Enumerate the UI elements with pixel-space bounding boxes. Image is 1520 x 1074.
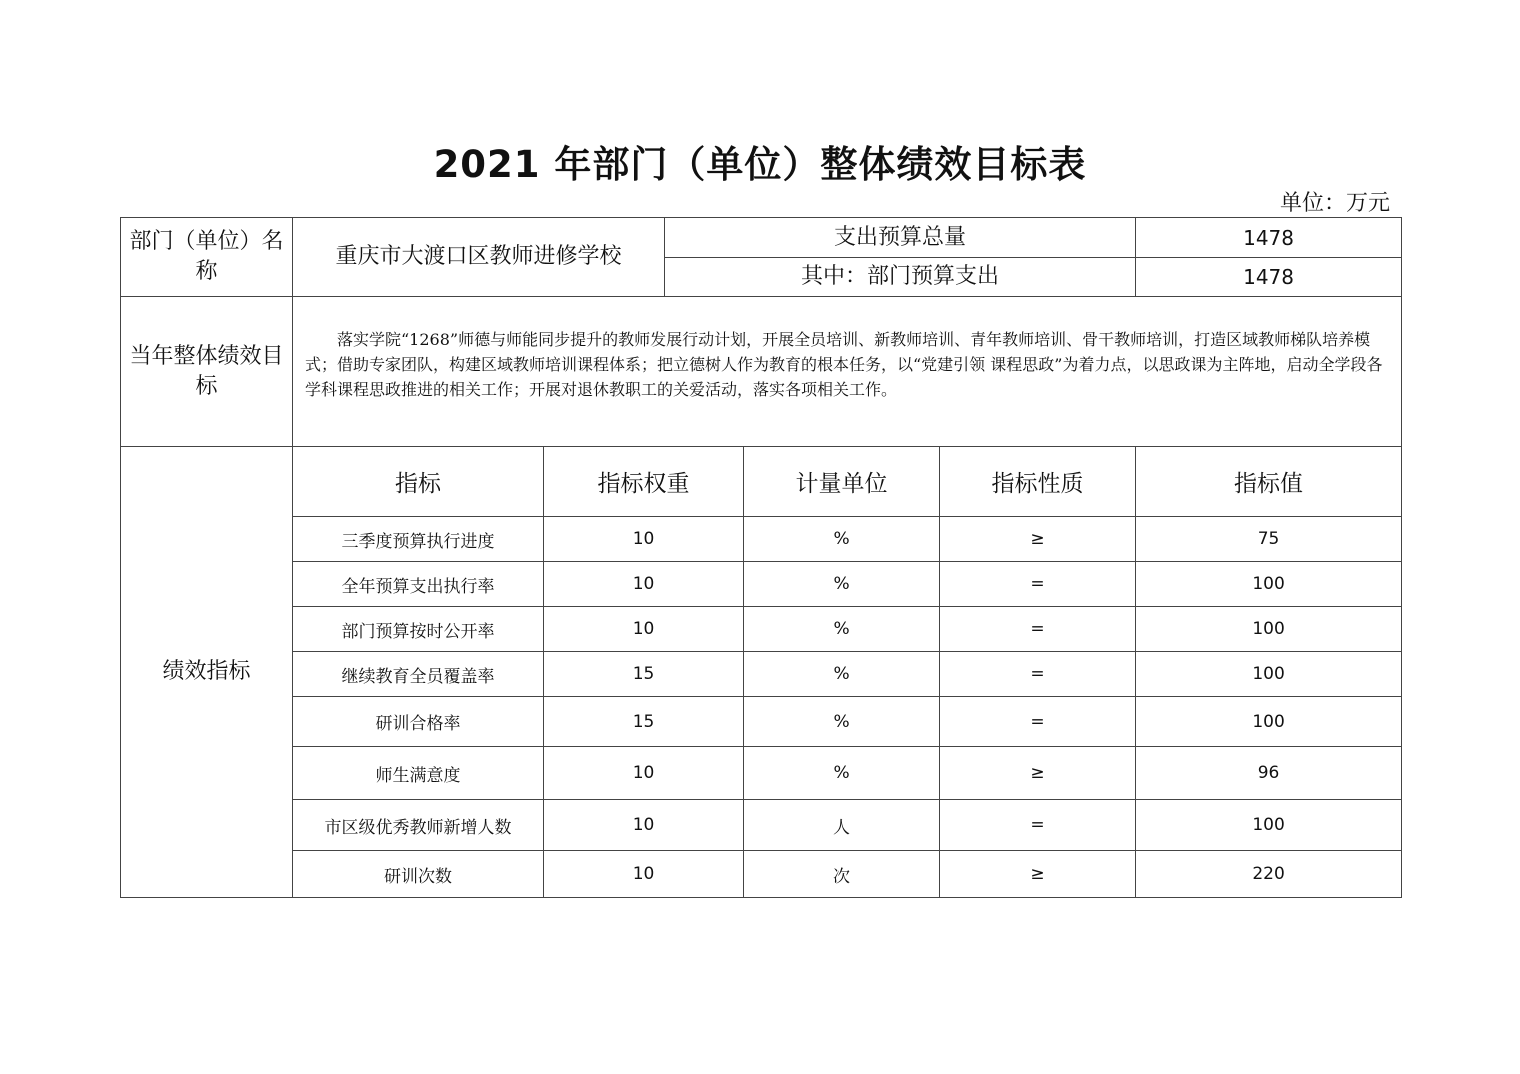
performance-table	[120, 217, 1402, 898]
indicator-name: 部门预算按时公开率	[293, 607, 544, 652]
header-indicator: 指标	[293, 447, 544, 517]
total-budget-label: 支出预算总量	[665, 218, 1136, 258]
indicator-weight: 10	[544, 800, 744, 851]
indicator-weight: 10	[544, 747, 744, 800]
indicator-nature: =	[940, 562, 1136, 607]
indicator-row	[121, 747, 1402, 800]
indicator-weight: 15	[544, 652, 744, 697]
indicator-name: 三季度预算执行进度	[293, 517, 544, 562]
indicator-weight: 10	[544, 851, 744, 898]
indicator-row	[121, 652, 1402, 697]
indicator-nature: ≥	[940, 851, 1136, 898]
indicator-nature: =	[940, 652, 1136, 697]
indicator-unit: %	[744, 562, 940, 607]
indicator-unit: 次	[744, 851, 940, 898]
dept-budget-label: 其中：部门预算支出	[665, 258, 1136, 297]
indicator-nature: ≥	[940, 747, 1136, 800]
indicator-header-row	[121, 447, 1402, 517]
indicator-row	[121, 607, 1402, 652]
indicator-nature: =	[940, 697, 1136, 747]
indicator-value: 100	[1136, 607, 1402, 652]
indicator-unit: 人	[744, 800, 940, 851]
indicator-unit: %	[744, 517, 940, 562]
header-nature: 指标性质	[940, 447, 1136, 517]
indicator-name: 市区级优秀教师新增人数	[293, 800, 544, 851]
dept-name: 重庆市大渡口区教师进修学校	[293, 218, 665, 297]
goal-row	[121, 297, 1402, 447]
indicator-name: 研训次数	[293, 851, 544, 898]
indicator-unit: %	[744, 747, 940, 800]
indicator-row	[121, 800, 1402, 851]
header-value: 指标值	[1136, 447, 1402, 517]
indicator-value: 96	[1136, 747, 1402, 800]
indicator-name: 师生满意度	[293, 747, 544, 800]
indicator-row	[121, 517, 1402, 562]
header-unit: 计量单位	[744, 447, 940, 517]
indicator-value: 220	[1136, 851, 1402, 898]
page-title: 2021 年部门（单位）整体绩效目标表	[433, 143, 1087, 186]
indicator-unit: %	[744, 697, 940, 747]
indicator-row	[121, 697, 1402, 747]
dept-budget-value: 1478	[1136, 258, 1402, 297]
indicator-nature: =	[940, 800, 1136, 851]
goal-cell	[293, 297, 1402, 447]
header-weight: 指标权重	[544, 447, 744, 517]
indicator-name: 全年预算支出执行率	[293, 562, 544, 607]
indicator-value: 100	[1136, 800, 1402, 851]
indicator-weight: 10	[544, 562, 744, 607]
indicator-weight: 15	[544, 697, 744, 747]
indicator-value: 100	[1136, 562, 1402, 607]
unit-label: 单位：万元	[1279, 191, 1390, 216]
indicator-value: 75	[1136, 517, 1402, 562]
goal-text: 落实学院“1268”师德与师能同步提升的教师发展行动计划，开展全员培训、新教师培训、青年教师培训、骨干教师培训，打造区域教师梯队培养模式；借助专家团队，构建区域教师培训课程体系；把立德树人作为教育的根本任务，以“党建引领 课程思政”为着力点，以思政课为主阵地，启动全学段各学科课程思政推进的相关工作；开展对退休教职工的关爱活动，落实各项相关工作。	[305, 330, 1383, 399]
indicator-unit: %	[744, 652, 940, 697]
indicator-row	[121, 851, 1402, 898]
info-row-total	[121, 218, 1402, 258]
goal-label: 当年整体绩效目标	[121, 297, 293, 447]
indicator-unit: %	[744, 607, 940, 652]
indicator-weight: 10	[544, 607, 744, 652]
indicator-row	[121, 562, 1402, 607]
indicator-weight: 10	[544, 517, 744, 562]
dept-label: 部门（单位）名称	[121, 218, 293, 297]
total-budget-value: 1478	[1136, 218, 1402, 258]
indicator-value: 100	[1136, 652, 1402, 697]
indicator-name: 继续教育全员覆盖率	[293, 652, 544, 697]
indicator-nature: =	[940, 607, 1136, 652]
indicator-value: 100	[1136, 697, 1402, 747]
indicators-label: 绩效指标	[121, 447, 293, 898]
indicator-name: 研训合格率	[293, 697, 544, 747]
indicator-nature: ≥	[940, 517, 1136, 562]
